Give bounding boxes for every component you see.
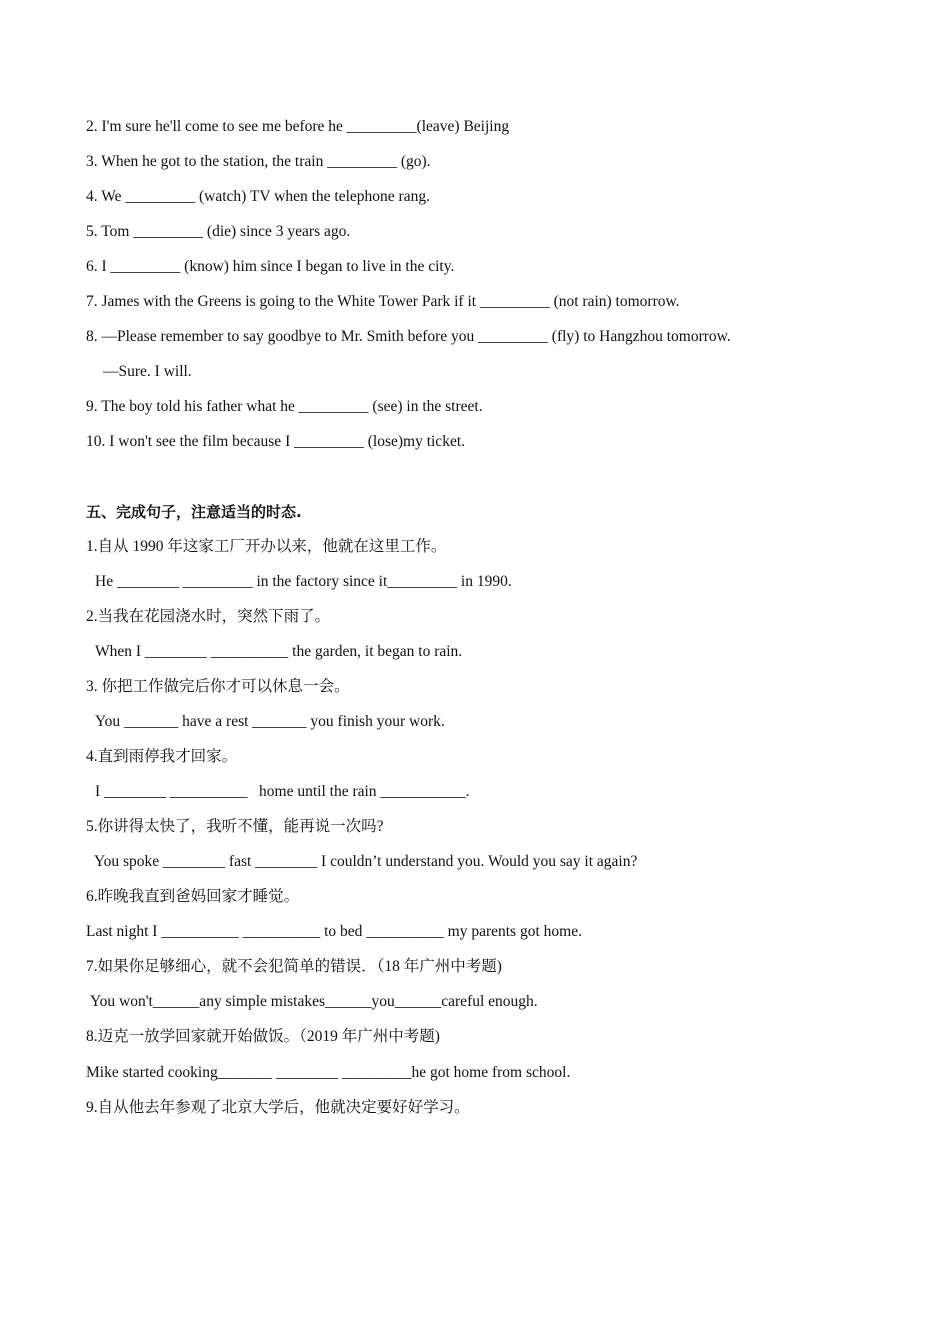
sentence-5-english: You spoke ________ fast ________ I couldn’t understand you. Would you say it again? xyxy=(94,853,638,870)
question-8-reply: —Sure. I will. xyxy=(103,363,192,380)
sentence-2-chinese: 2.当我在花园浇水时，突然下雨了。 xyxy=(86,608,331,625)
sentence-8-english: Mike started cooking_______ ________ _________he got home from school. xyxy=(86,1064,571,1081)
question-5: 5. Tom _________ (die) since 3 years ago. xyxy=(86,223,351,240)
sentence-8-chinese: 8.迈克一放学回家就开始做饭。（2019 年广州中考题) xyxy=(86,1028,440,1045)
question-2: 2. I'm sure he'll come to see me before he _________(leave) Beijing xyxy=(86,118,510,135)
sentence-6-chinese: 6.昨晚我直到爸妈回家才睡觉。 xyxy=(86,888,300,905)
question-7: 7. James with the Greens is going to the White Tower Park if it _________ (not rain) tomorrow. xyxy=(86,293,680,310)
question-9: 9. The boy told his father what he _________ (see) in the street. xyxy=(86,398,483,415)
question-3: 3. When he got to the station, the train _________ (go). xyxy=(86,153,431,170)
sentence-5-chinese: 5.你讲得太快了，我听不懂，能再说一次吗? xyxy=(86,818,384,835)
question-6: 6. I _________ (know) him since I began to live in the city. xyxy=(86,258,455,275)
section-heading: 五、完成句子，注意适当的时态. xyxy=(86,503,302,521)
sentence-7-english: You won't______any simple mistakes______you______careful enough. xyxy=(90,993,538,1010)
sentence-4-chinese: 4.直到雨停我才回家。 xyxy=(86,748,238,765)
question-10: 10. I won't see the film because I _________ (lose)my ticket. xyxy=(86,433,466,450)
sentence-2-english: When I ________ __________ the garden, it began to rain. xyxy=(95,643,463,660)
sentence-9-chinese: 9.自从他去年参观了北京大学后，他就决定要好好学习。 xyxy=(86,1099,470,1116)
sentence-3-chinese: 3. 你把工作做完后你才可以休息一会。 xyxy=(86,678,350,695)
question-4: 4. We _________ (watch) TV when the telephone rang. xyxy=(86,188,430,205)
sentence-3-english: You _______ have a rest _______ you finish your work. xyxy=(95,713,445,730)
sentence-4-english: I ________ __________ home until the rain ___________. xyxy=(95,783,470,800)
sentence-7-chinese: 7.如果你足够细心，就不会犯简单的错误．（18 年广州中考题) xyxy=(86,958,502,975)
sentence-1-english: He ________ _________ in the factory since it_________ in 1990. xyxy=(95,573,512,590)
sentence-1-chinese: 1.自从 1990 年这家工厂开办以来，他就在这里工作。 xyxy=(86,538,447,555)
question-8: 8. —Please remember to say goodbye to Mr. Smith before you _________ (fly) to Hangzhou tomorrow. xyxy=(86,328,731,345)
sentence-6-english: Last night I __________ __________ to bed __________ my parents got home. xyxy=(86,923,582,940)
